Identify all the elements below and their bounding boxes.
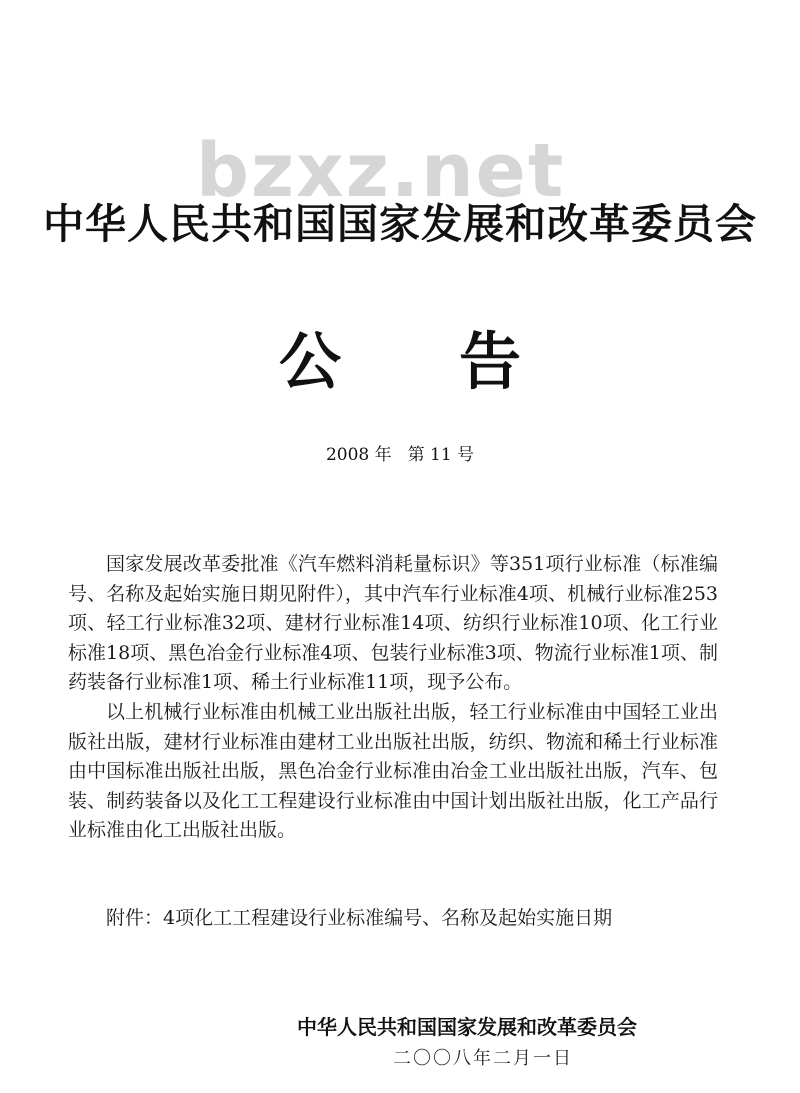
issue-year: 2008 年 (325, 445, 392, 465)
watermark-text: bzxz.net (196, 128, 566, 214)
issuer-title: 中华人民共和国国家发展和改革委员会 (43, 200, 757, 248)
issue-date: 二〇〇八年二月一日 (393, 1048, 573, 1069)
body-paragraph-1: 国家发展改革委批准《汽车燃料消耗量标识》等351项行业标准（标准编号、名称及起始实施日期见附件），其中汽车行业标准4项、机械行业标准253项、轻工行业标准32项、建材行业标准14项、纺织行业标准10项、化工行业标准18项、黑色冶金行业标准4项、包装行业标准3项、物流行业标准1项、制药装备行业标准1项、稀土行业标准11项，现予公布。 (68, 553, 718, 694)
issue-number-line (0, 440, 800, 465)
announcement-body (68, 550, 718, 846)
document-type-char-2: 告 (459, 325, 522, 398)
body-paragraph-2: 以上机械行业标准由机械工业出版社出版，轻工行业标准由中国轻工业出版社出版，建材行业标准由建材工业出版社出版，纺织、物流和稀土行业标准由中国标准出版社出版，黑色冶金行业标准由冶金工业出版社出版，汽车、包装、制药装备以及化工工程建设行业标准由中国计划出版社出版，化工产品行业标准由化工出版社出版。 (68, 700, 718, 842)
issuer-signature: 中华人民共和国国家发展和改革委员会 (297, 1015, 637, 1039)
document-type-heading (0, 312, 800, 401)
issue-number: 第 11 号 (407, 445, 475, 465)
attachment-note: 附件：4项化工工程建设行业标准编号、名称及起始实施日期 (106, 907, 613, 929)
document-type-char-1: 公 (278, 325, 341, 398)
